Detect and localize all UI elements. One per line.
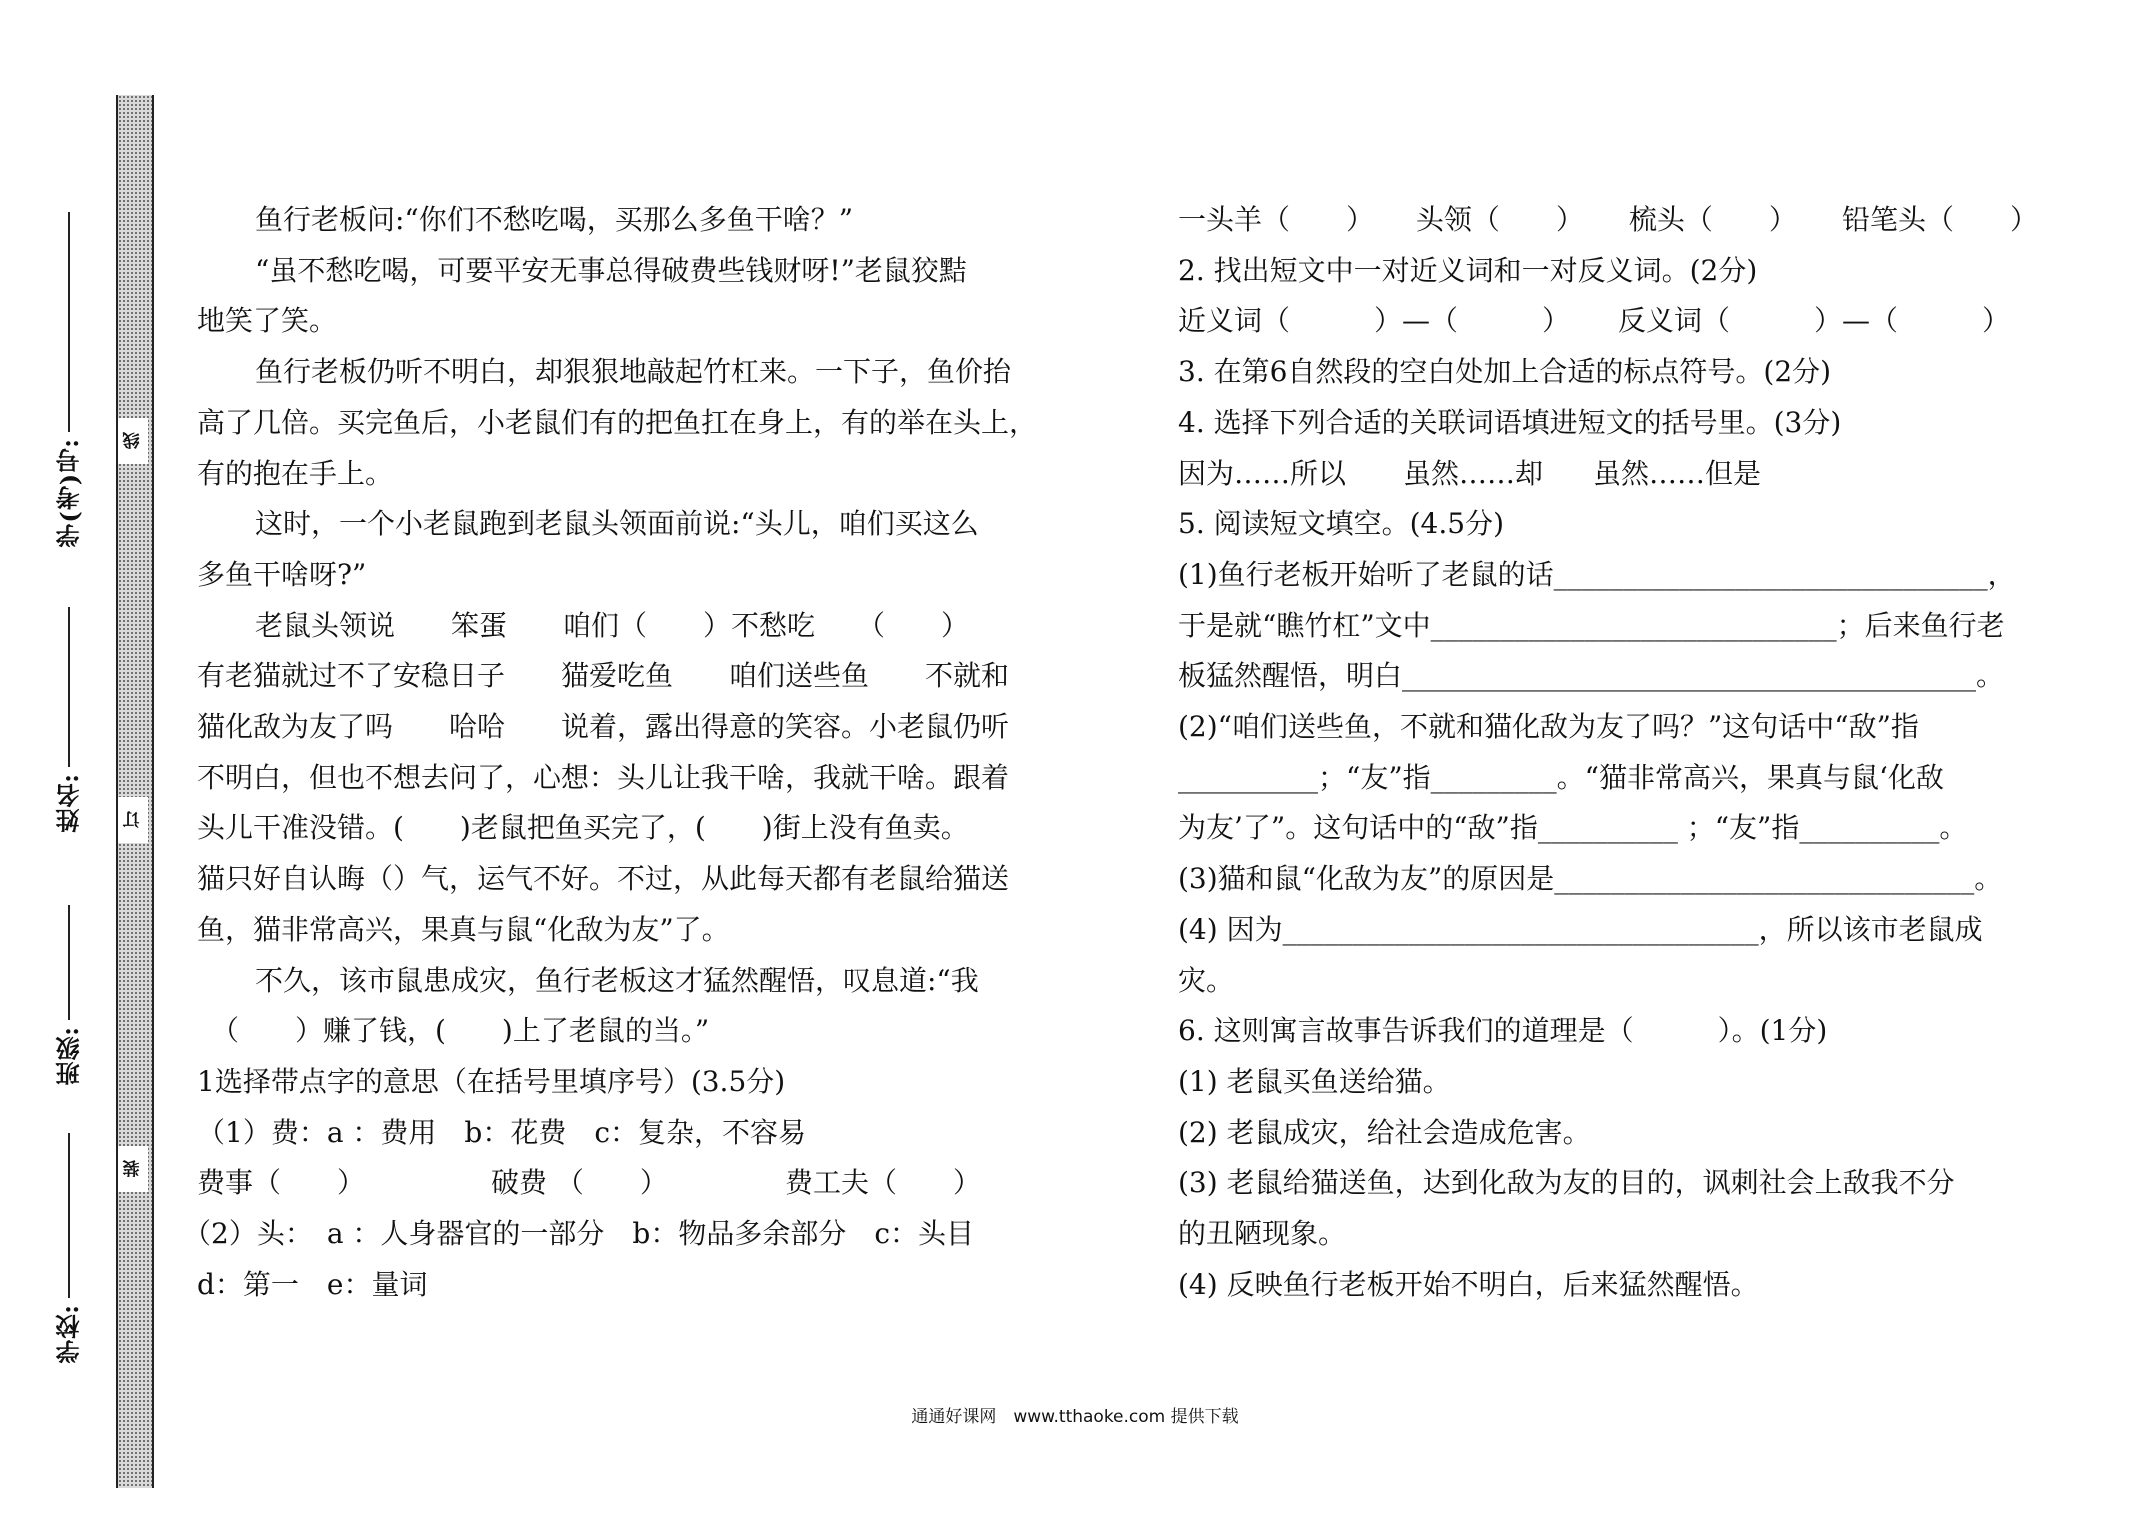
conjunction-option: 因为……所以: [1178, 456, 1347, 490]
footer-source: 通通好课网 www.tthaoke.com 提供下载: [911, 1407, 1239, 1427]
class-line: [68, 905, 70, 1020]
name-label: 姓名:: [54, 773, 84, 833]
left-column: [183, 195, 1043, 1310]
question-1-tou-options: （2）头： a ：人身器官的一部分 b：物品多余部分 c：头目: [183, 1217, 975, 1251]
story-line: 鱼，猫非常高兴，果真与鼠“化敌为友”了。: [197, 912, 730, 946]
story-line: 猫化敌为友了吗 哈哈 说着，露出得意的笑容。小老鼠仍听: [197, 710, 1010, 744]
fei-answer-blank[interactable]: 费事（ ）: [197, 1166, 366, 1200]
synonym-antonym-row: [1178, 296, 2038, 347]
question-6-option: (1) 老鼠买鱼送给猫。: [1178, 1064, 1451, 1098]
tou-answer-blank[interactable]: 梳头（ ）: [1628, 203, 1797, 236]
fei-answer-blank[interactable]: 费工夫（ ）: [785, 1166, 982, 1200]
question-6-option: (3) 老鼠给猫送鱼，达到化敌为友的目的，讽刺社会上敌我不分: [1178, 1166, 1955, 1200]
story-line: 头儿干准没错。( )老鼠把鱼买完了，( )街上没有鱼卖。: [197, 811, 969, 845]
question-6-option: 的丑陋现象。: [1178, 1217, 1347, 1251]
question-3-title: 3. 在第6自然段的空白处加上合适的标点符号。(2分): [1178, 355, 1832, 389]
question-5-line[interactable]: (3)猫和鼠“化敌为友”的原因是______________________________。: [1178, 862, 2003, 896]
question-2-title: 2. 找出短文中一对近义词和一对反义词。(2分): [1178, 253, 1758, 287]
question-5-title: 5. 阅读短文填空。(4.5分): [1178, 507, 1504, 541]
story-line: 不明白，但也不想去问了，心想：头儿让我干啥，我就干啥。跟着: [197, 760, 1010, 794]
school-line: [68, 1133, 70, 1298]
name-field[interactable]: [44, 607, 94, 833]
name-line: [68, 607, 70, 767]
fei-answer-blank[interactable]: 破费 （ ）: [491, 1166, 668, 1200]
tou-answer-blank[interactable]: 铅笔头（ ）: [1841, 203, 2038, 236]
question-1-title: 1选择带点字的意思（在括号里填序号）(3.5分): [197, 1064, 786, 1098]
student-number-line: [68, 212, 70, 432]
question-5-line[interactable]: (1)鱼行老板开始听了老鼠的话_______________________________，: [1178, 557, 2016, 591]
conjunction-option: 虽然……却: [1403, 456, 1544, 490]
question-5-line[interactable]: 板猛然醒悟，明白_________________________________________。: [1178, 659, 2005, 693]
antonym-blank[interactable]: 反义词（ ）—（ ）: [1618, 304, 2011, 338]
story-line: 有的抱在手上。: [197, 456, 394, 490]
question-5-line: 灾。: [1178, 963, 1235, 997]
story-line: 地笑了笑。: [197, 304, 338, 338]
student-number-label: 学(考)号:: [54, 438, 84, 548]
class-field[interactable]: [44, 905, 94, 1086]
story-line: 猫只好自认晦（）气，运气不好。不过，从此每天都有老鼠给猫送: [197, 862, 1010, 896]
story-line: 老鼠头领说 笨蛋 咱们（ ）不愁吃 （ ）: [255, 608, 970, 642]
story-line: 多鱼干啥呀?”: [197, 557, 367, 591]
question-5-line[interactable]: __________；“友”指_________。“猫非常高兴，果真与鼠‘化敌: [1178, 760, 1944, 794]
question-6-title[interactable]: 6. 这则寓言故事告诉我们的道理是（ ）。(1分): [1178, 1014, 1828, 1048]
story-line: 这时，一个小老鼠跑到老鼠头领面前说:“头儿，咱们买这么: [255, 507, 979, 541]
conjunction-options: [1178, 449, 2038, 500]
tou-answer-blank[interactable]: 头领（ ）: [1415, 203, 1584, 236]
story-line: 有老猫就过不了安稳日子 猫爱吃鱼 咱们送些鱼 不就和: [197, 659, 1010, 693]
binding-mark-ding: 订: [118, 797, 148, 843]
binding-strip: [116, 95, 154, 1488]
binding-mark-zhuang: 装: [118, 1146, 148, 1192]
synonym-blank[interactable]: 近义词（ ）—（ ）: [1178, 304, 1571, 338]
story-line: （ ）赚了钱，( )上了老鼠的当。”: [211, 1014, 710, 1048]
class-label: 班级:: [54, 1026, 84, 1086]
story-line: 高了几倍。买完鱼后，小老鼠们有的把鱼扛在身上，有的举在头上，: [197, 405, 1038, 439]
tou-answer-row: [1178, 195, 2038, 246]
story-line: 不久，该市鼠患成灾，鱼行老板这才猛然醒悟，叹息道:“我: [255, 963, 979, 997]
student-number-field[interactable]: [44, 212, 94, 548]
question-4-title: 4. 选择下列合适的关联词语填进短文的括号里。(3分): [1178, 405, 1842, 439]
question-1-fei-options: （1）费：a ：费用 b：花费 c：复杂，不容易: [197, 1115, 807, 1149]
story-line: 鱼行老板问:“你们不愁吃喝，买那么多鱼干啥？”: [255, 203, 854, 236]
story-line: “虽不愁吃喝，可要平安无事总得破费些钱财呀!”老鼠狡黠: [255, 253, 967, 287]
question-6-option: (2) 老鼠成灾，给社会造成危害。: [1178, 1115, 1591, 1149]
school-field[interactable]: [44, 1133, 94, 1364]
question-5-line[interactable]: 为友’了”。这句话中的“敌”指__________ ；“友”指__________。: [1178, 811, 1968, 845]
fei-answer-row: [197, 1158, 1043, 1209]
conjunction-option: 虽然……但是: [1593, 456, 1762, 490]
school-label: 学校:: [54, 1304, 84, 1364]
tou-answer-blank[interactable]: 一头羊（ ）: [1178, 203, 1375, 236]
question-5-line[interactable]: 于是就“瞧竹杠”文中_____________________________；后来鱼行老: [1178, 608, 2005, 642]
story-line: 鱼行老板仍听不明白，却狠狠地敲起竹杠来。一下子，鱼价抬: [255, 355, 1012, 389]
binding-mark-xian: 线: [118, 418, 148, 464]
right-column: [1178, 195, 2038, 1310]
question-5-line: (2)“咱们送些鱼，不就和猫化敌为友了吗？”这句话中“敌”指: [1178, 710, 1919, 744]
question-6-option: (4) 反映鱼行老板开始不明白，后来猛然醒悟。: [1178, 1267, 1759, 1301]
question-1-tou-options-cont: d：第一 e：量词: [197, 1267, 428, 1301]
question-5-line[interactable]: (4) 因为__________________________________，所以该市老鼠成: [1178, 912, 1983, 946]
